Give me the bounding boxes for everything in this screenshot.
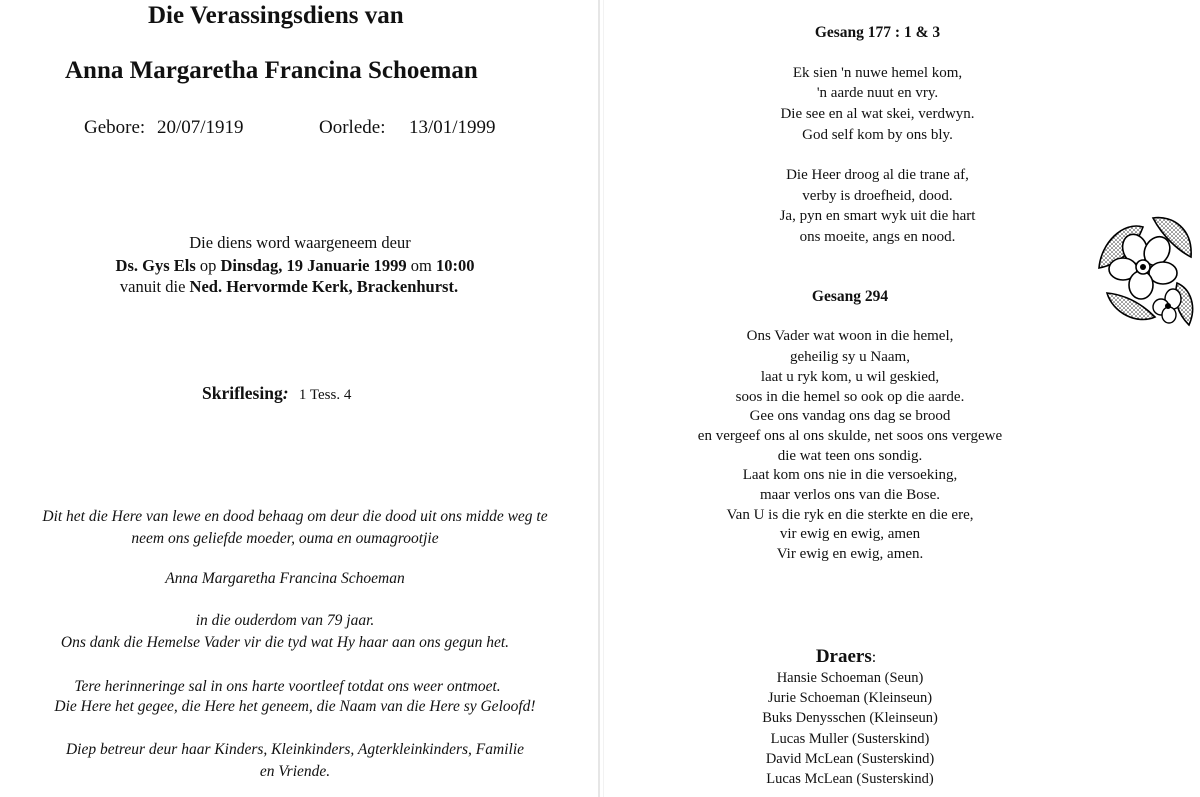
- hymn-2-line: geheilig sy u Naam,: [790, 349, 910, 365]
- died-label: Oorlede:: [319, 117, 386, 138]
- bearer-item: Buks Denysschen (Kleinseun): [762, 710, 938, 726]
- right-page: [600, 0, 1200, 797]
- deceased-name: Anna Margaretha Francina Schoeman: [65, 57, 478, 84]
- service-details: [0, 256, 590, 276]
- tribute-age: in die ouderdom van 79 jaar.: [195, 612, 375, 629]
- hymn-1-line: Die Heer droog al die trane af,: [786, 167, 969, 183]
- born-date: 20/07/1919: [157, 117, 244, 138]
- hymn-1-line: verby is droefheid, dood.: [802, 188, 953, 204]
- bearers-heading: [600, 646, 1092, 668]
- dates-row: [84, 117, 496, 139]
- hymn-2-title: Gesang 294: [811, 288, 889, 305]
- minister: Ds. Gys Els: [115, 256, 196, 275]
- hymn-2-line: vir ewig en ewig, amen: [779, 526, 921, 542]
- hymn-2-line: Van U is die ryk en die sterkte en die ere,: [726, 507, 974, 523]
- hymn-1-line: 'n aarde nuut en vry.: [816, 85, 939, 101]
- hymn-2-line: Ons Vader wat woon in die hemel,: [746, 328, 954, 344]
- hymn-1-line: Ek sien 'n nuwe hemel kom,: [792, 65, 963, 81]
- hymn-2-line: soos in die hemel so ook op die aarde.: [735, 389, 965, 405]
- died-date: 13/01/1999: [409, 117, 496, 138]
- flower-icon: [1093, 213, 1197, 331]
- tribute-thanks: Ons dank die Hemelse Vader vir die tyd wat Hy haar aan ons gegun het.: [60, 634, 510, 651]
- tribute-mourn-2: en Vriende.: [259, 763, 331, 780]
- hymn-1-line: Die see en al wat skei, verdwyn.: [780, 106, 975, 122]
- service-title: Die Verassingsdiens van: [148, 2, 404, 29]
- bearer-item: David McLean (Susterskind): [765, 751, 935, 767]
- service-venue: [0, 277, 578, 297]
- hymn-2-line: maar verlos ons van die Bose.: [760, 487, 940, 503]
- scripture-colon: :: [282, 383, 289, 403]
- tribute-line-2: neem ons geliefde moeder, ouma en oumagrootjie: [131, 530, 439, 547]
- service-time: 10:00: [435, 256, 475, 275]
- scripture-ref: 1 Tess. 4: [298, 387, 352, 403]
- hymn-1-line: God self kom by ons bly.: [802, 127, 953, 143]
- church-name: Ned. Hervormde Kerk, Brackenhurst.: [189, 277, 459, 296]
- hymn-1-title: Gesang 177 : 1 & 3: [814, 24, 941, 41]
- service-om: om: [410, 256, 432, 275]
- hymn-1-line: ons moeite, angs en nood.: [799, 229, 956, 245]
- scripture-label: Skriflesing: [202, 383, 283, 403]
- tribute-memory-1: Tere herinneringe sal in ons harte voortleef totdat ons weer ontmoet.: [74, 678, 501, 695]
- tribute-memory-2: Die Here het gegee, die Here het geneem, die Naam van die Here sy Geloofd!: [54, 698, 536, 715]
- bearer-item: Lucas Muller (Susterskind): [770, 731, 930, 747]
- tribute-name: Anna Margaretha Francina Schoeman: [165, 570, 405, 587]
- bearer-item: Hansie Schoeman (Seun): [776, 670, 924, 686]
- born-label: Gebore:: [84, 117, 146, 138]
- bearer-item: Lucas McLean (Susterskind): [766, 771, 934, 787]
- service-date: Dinsdag, 19 Januarie 1999: [220, 256, 407, 275]
- venue-prefix: vanuit die: [119, 277, 186, 296]
- hymn-2-line: laat u ryk kom, u wil geskied,: [760, 369, 940, 385]
- hymn-2-line: en vergeef ons al ons skulde, net soos ons vergewe: [697, 428, 1003, 444]
- scripture-reading: [202, 383, 351, 404]
- tribute-line-1: Dit het die Here van lewe en dood behaag om deur die dood uit ons midde weg te: [42, 508, 548, 525]
- service-intro: Die diens word waargeneem deur: [189, 233, 411, 252]
- hymn-2-line: die wat teen ons sondig.: [777, 448, 923, 464]
- hymn-2-line: Gee ons vandag ons dag se brood: [749, 408, 951, 424]
- service-op: op: [199, 256, 217, 275]
- bearers-title: Draers: [815, 646, 872, 667]
- hymn-2-line: Vir ewig en ewig, amen.: [776, 546, 924, 562]
- hymn-2-line: Laat kom ons nie in die versoeking,: [742, 467, 958, 483]
- hymn-1-line: Ja, pyn en smart wyk uit die hart: [779, 208, 976, 224]
- bearers-colon: :: [871, 649, 877, 666]
- tribute-mourn-1: Diep betreur deur haar Kinders, Kleinkinders, Agterkleinkinders, Familie: [65, 741, 525, 758]
- bearer-item: Jurie Schoeman (Kleinseun): [767, 690, 933, 706]
